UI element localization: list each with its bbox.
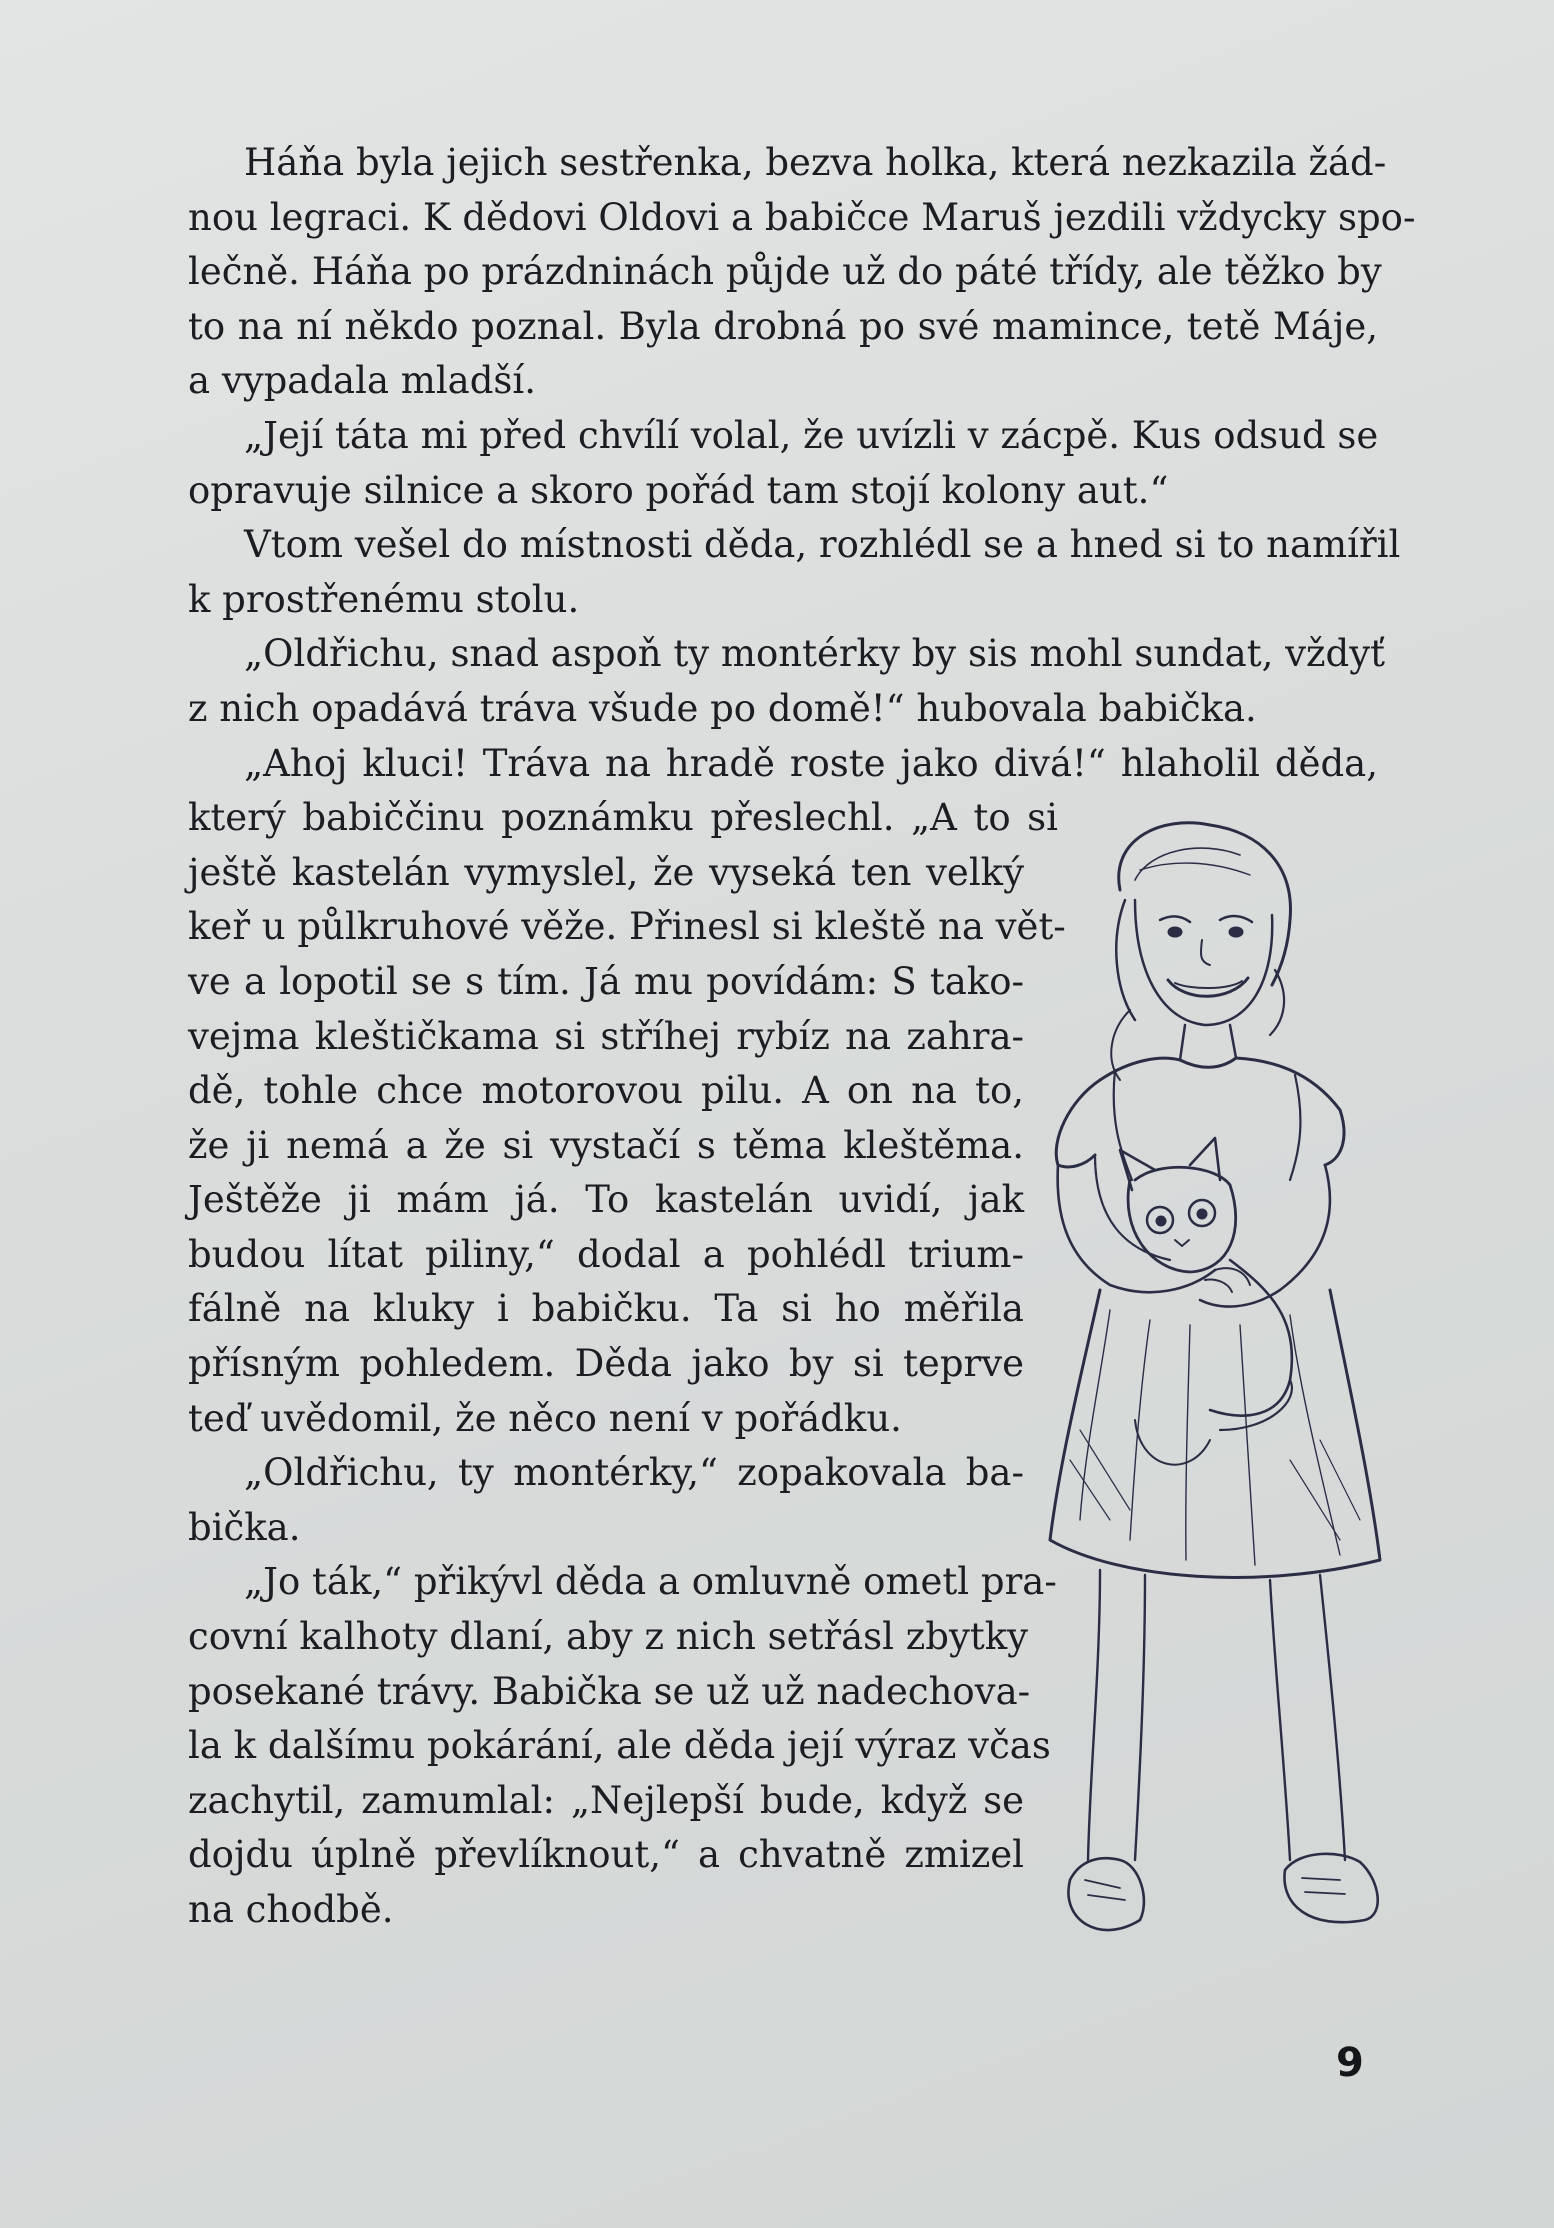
text-line: bička. — [188, 1505, 301, 1549]
text-line: z nich opadává tráva všude po domě!“ hubovala babička. — [188, 686, 1257, 730]
text-line: budou lítat piliny,“ dodal a pohlédl trium- — [188, 1232, 1024, 1276]
text-line: la k dalšímu pokárání, ale děda její výraz včas — [188, 1724, 1051, 1768]
text-line: fálně na kluky i babičku. Ta si ho měřila — [188, 1287, 1024, 1331]
girl-holding-cat-illustration — [1040, 820, 1440, 2000]
text-line: Háňa byla jejich sestřenka, bezva holka, která nezkazila žád- — [244, 141, 1387, 184]
text-line: to na ní někdo poznal. Byla drobná po své mamince, tetě Máje, — [188, 304, 1378, 348]
text-line: a vypadala mladší. — [188, 359, 537, 403]
text-line: posekané trávy. Babička se už už nadechova- — [188, 1669, 1031, 1713]
text-line: který babiččinu poznámku přeslechl. „A to si — [188, 796, 1058, 840]
text-line: „Její táta mi před chvílí volal, že uvízli v zácpě. Kus odsud se — [244, 413, 1379, 457]
text-line: dě, tohle chce motorovou pilu. A on na to, — [188, 1069, 1024, 1113]
text-line: teď uvědomil, že něco není v pořádku. — [188, 1396, 902, 1440]
text-line: k prostřenému stolu. — [188, 577, 580, 621]
text-line: nou legraci. K dědovi Oldovi a babičce Maruš jezdili vždycky spo- — [188, 195, 1416, 239]
text-line: ve a lopotil se s tím. Já mu povídám: S tako- — [188, 959, 1024, 1003]
text-line: Ještěže ji mám já. To kastelán uvidí, jak — [188, 1178, 1024, 1222]
text-line: ještě kastelán vymyslel, že vyseká ten velký — [188, 850, 1024, 894]
text-line: covní kalhoty dlaní, aby z nich setřásl zbytky — [188, 1615, 1029, 1659]
text-line: Vtom vešel do místnosti děda, rozhlédl se a hned si to namířil — [244, 523, 1401, 567]
text-line: „Jo ták,“ přikývl děda a omluvně ometl pra- — [244, 1560, 1057, 1604]
text-line: že ji nemá a že si vystačí s těma kleštěma. — [188, 1123, 1024, 1167]
text-line: „Oldřichu, snad aspoň ty montérky by sis mohl sundat, vždyť — [244, 632, 1385, 676]
page-number: 9 — [1336, 2040, 1364, 2086]
text-line: „Ahoj kluci! Tráva na hradě roste jako divá!“ hlaholil děda, — [244, 741, 1378, 785]
text-line: „Oldřichu, ty montérky,“ zopakovala ba- — [244, 1451, 1024, 1495]
text-line: dojdu úplně převlíknout,“ a chvatně zmizel — [188, 1833, 1024, 1877]
text-line: keř u půlkruhové věže. Přinesl si kleště na vět- — [188, 905, 1066, 949]
text-line: na chodbě. — [188, 1888, 394, 1931]
text-line: vejma kleštičkama si stříhej rybíz na zahra- — [188, 1014, 1024, 1058]
text-line: opravuje silnice a skoro pořád tam stojí kolony aut.“ — [188, 468, 1169, 512]
text-line: přísným pohledem. Děda jako by si teprve — [188, 1342, 1024, 1386]
text-line: lečně. Háňa po prázdninách půjde už do páté třídy, ale těžko by — [188, 250, 1382, 294]
text-line: zachytil, zamumlal: „Nejlepší bude, když se — [188, 1778, 1024, 1822]
